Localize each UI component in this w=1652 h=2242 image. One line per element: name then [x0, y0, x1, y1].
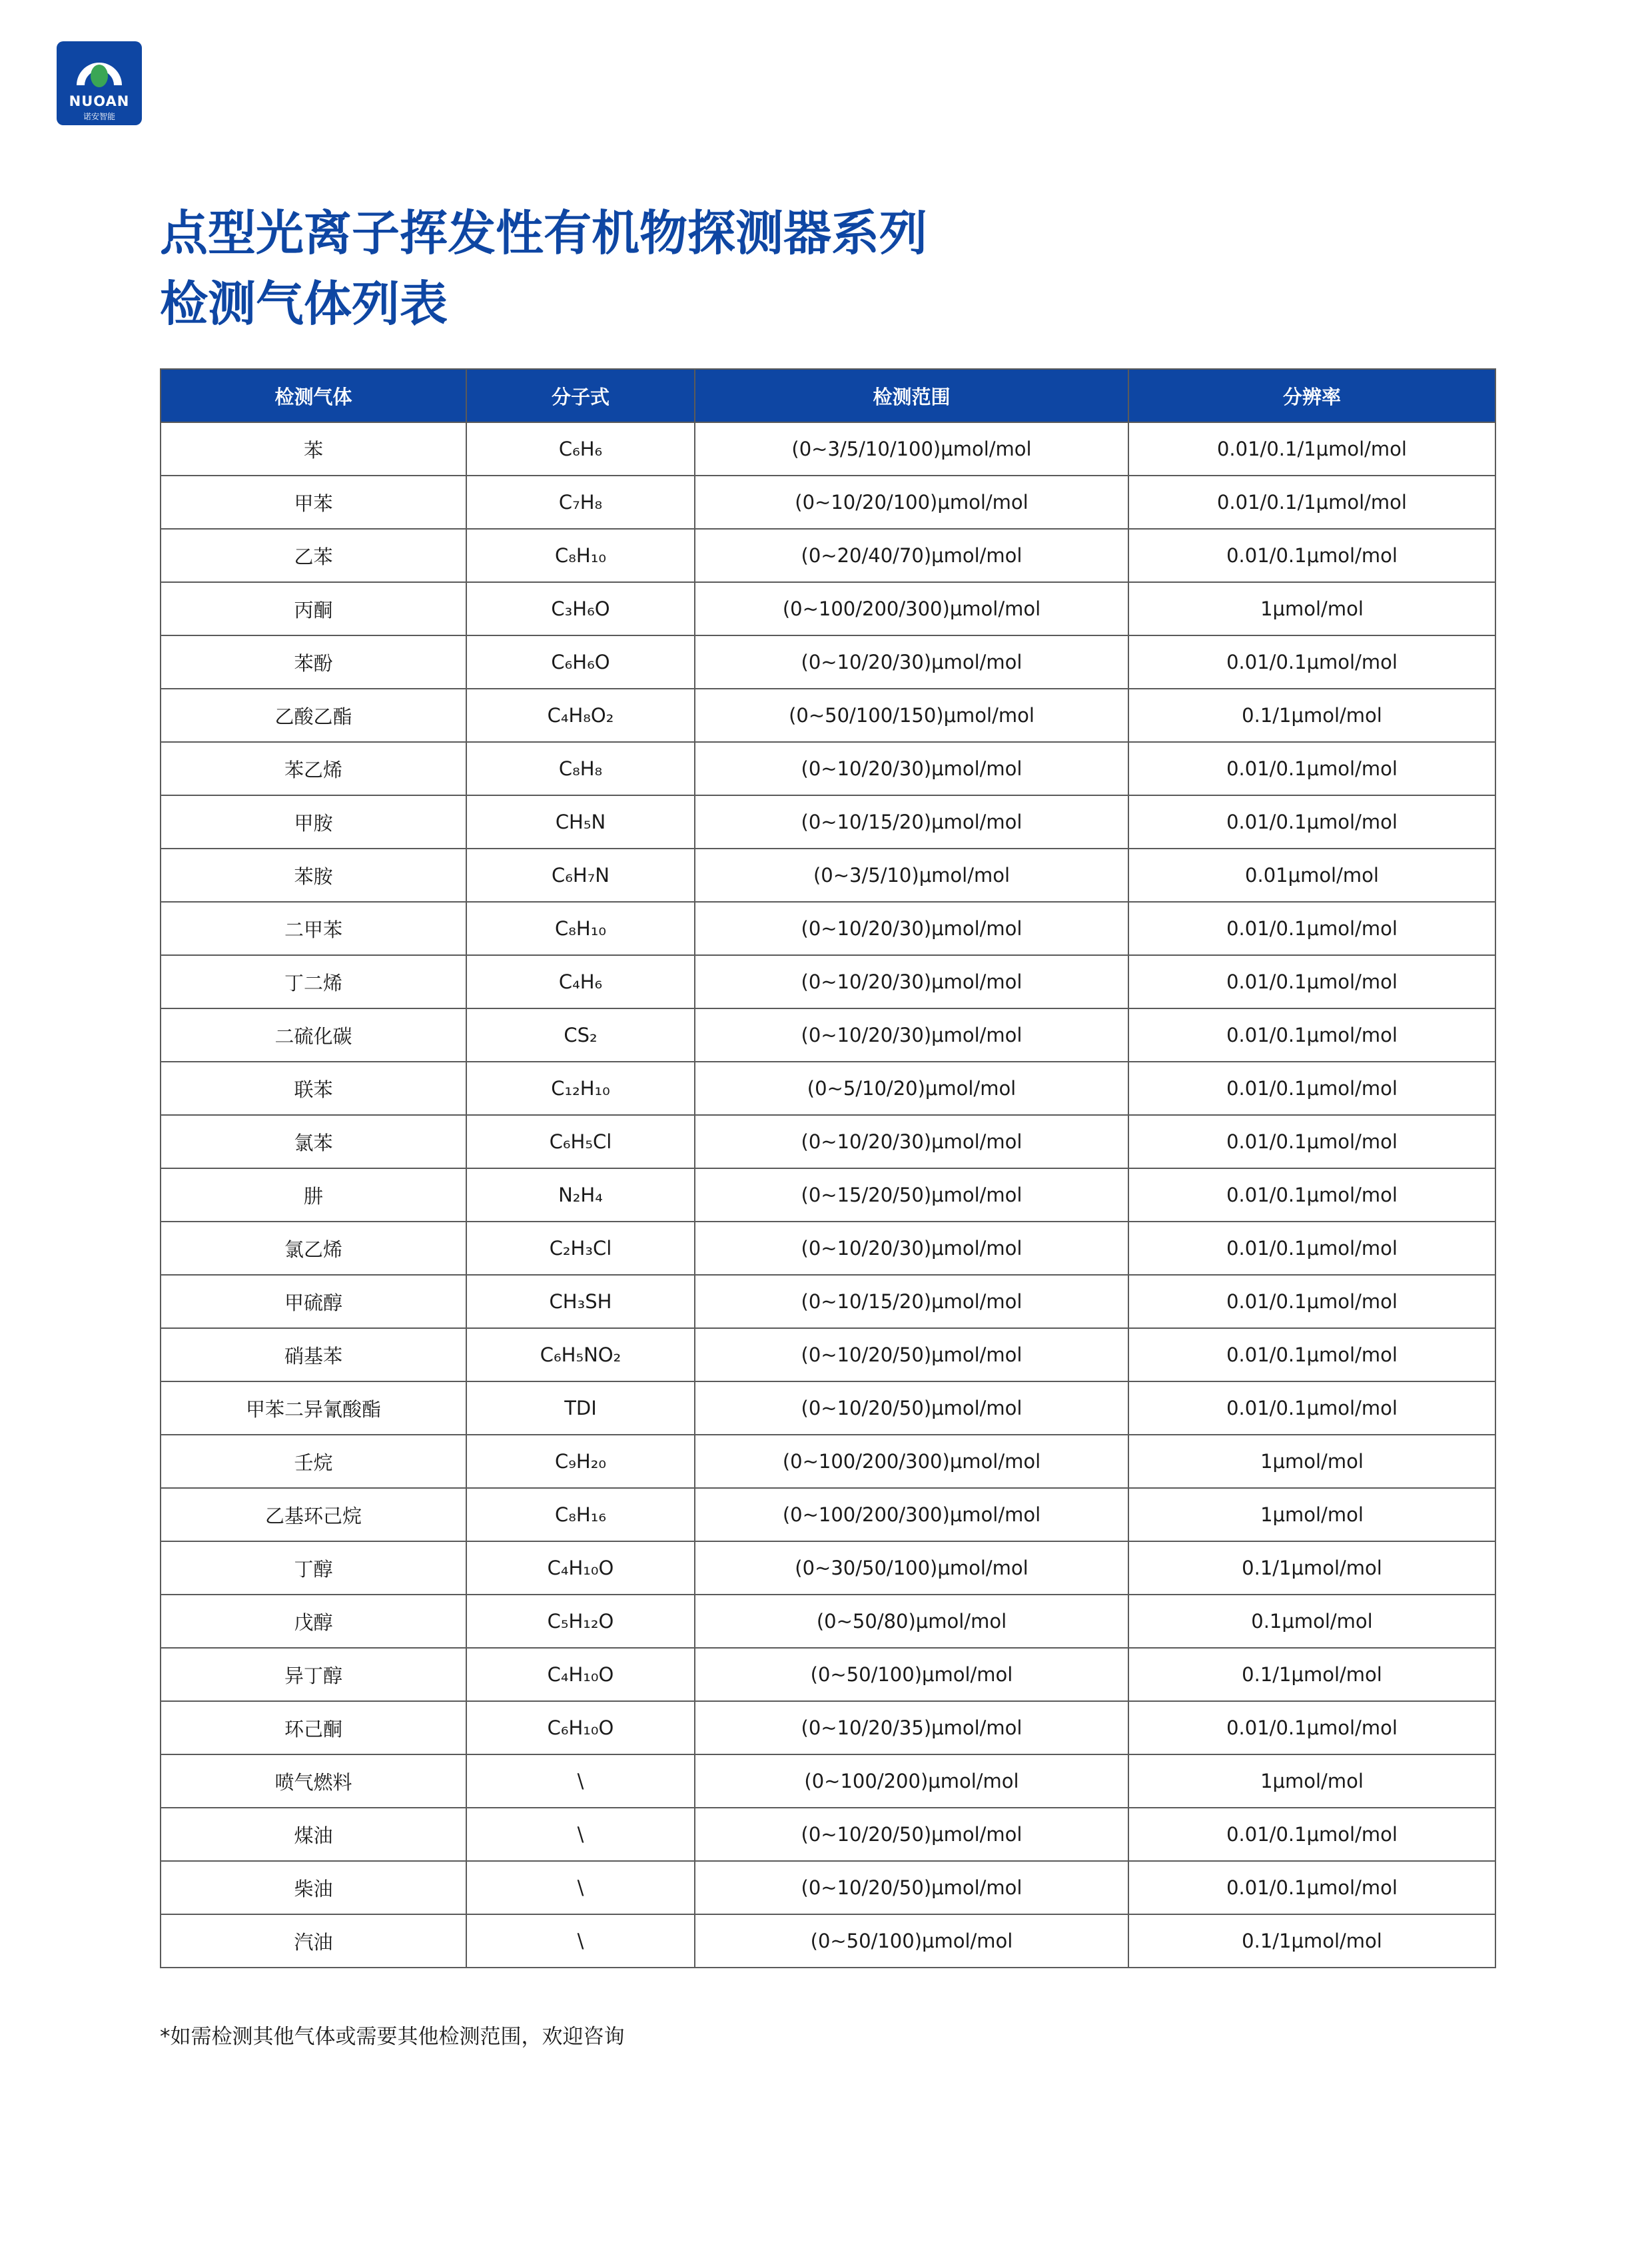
resolution-cell: 0.1μmol/mol [1128, 1595, 1495, 1648]
gas-name-cell: 苯胺 [161, 849, 466, 902]
gas-name-cell: 乙酸乙酯 [161, 689, 466, 742]
resolution-cell: 0.01/0.1/1μmol/mol [1128, 476, 1495, 529]
gas-table [160, 368, 1496, 1968]
gas-table-body [161, 422, 1495, 1968]
resolution-cell: 0.01/0.1μmol/mol [1128, 1861, 1495, 1914]
formula-cell: C₈H₁₆ [466, 1488, 695, 1541]
formula-cell: C₆H₇N [466, 849, 695, 902]
resolution-cell: 0.01/0.1μmol/mol [1128, 1701, 1495, 1754]
range-cell: (0~100/200/300)μmol/mol [695, 1488, 1128, 1541]
formula-cell: N₂H₄ [466, 1168, 695, 1222]
table-row [161, 1808, 1495, 1861]
table-row [161, 1861, 1495, 1914]
gas-name-cell: 氯乙烯 [161, 1222, 466, 1275]
gas-name-cell: 氯苯 [161, 1115, 466, 1168]
range-cell: (0~10/15/20)μmol/mol [695, 1275, 1128, 1328]
resolution-cell: 0.01/0.1μmol/mol [1128, 1168, 1495, 1222]
table-row [161, 476, 1495, 529]
range-cell: (0~10/20/50)μmol/mol [695, 1328, 1128, 1381]
formula-cell: C₆H₅Cl [466, 1115, 695, 1168]
formula-cell: C₆H₁₀O [466, 1701, 695, 1754]
resolution-cell: 0.01μmol/mol [1128, 849, 1495, 902]
table-row [161, 902, 1495, 955]
formula-cell: C₉H₂₀ [466, 1435, 695, 1488]
formula-cell: C₈H₈ [466, 742, 695, 795]
resolution-cell: 0.1/1μmol/mol [1128, 1914, 1495, 1968]
gas-name-cell: 煤油 [161, 1808, 466, 1861]
range-cell: (0~10/20/30)μmol/mol [695, 742, 1128, 795]
gas-name-cell: 喷气燃料 [161, 1754, 466, 1808]
table-row [161, 635, 1495, 689]
table-row [161, 422, 1495, 476]
resolution-cell: 0.01/0.1μmol/mol [1128, 1275, 1495, 1328]
formula-cell: C₆H₆ [466, 422, 695, 476]
gas-name-cell: 柴油 [161, 1861, 466, 1914]
resolution-cell: 0.01/0.1μmol/mol [1128, 529, 1495, 582]
range-cell: (0~10/20/30)μmol/mol [695, 902, 1128, 955]
footnote: *如需检测其他气体或需要其他检测范围，欢迎咨询 [160, 2025, 625, 2049]
resolution-cell: 0.01/0.1μmol/mol [1128, 742, 1495, 795]
formula-cell: C₇H₈ [466, 476, 695, 529]
logo-name-cn: 诺安智能 [83, 112, 115, 121]
header-resolution: 分辨率 [1128, 369, 1495, 422]
range-cell: (0~50/100)μmol/mol [695, 1648, 1128, 1701]
range-cell: (0~10/20/50)μmol/mol [695, 1808, 1128, 1861]
resolution-cell: 0.01/0.1μmol/mol [1128, 955, 1495, 1008]
gas-name-cell: 苯乙烯 [161, 742, 466, 795]
range-cell: (0~100/200)μmol/mol [695, 1754, 1128, 1808]
formula-cell: C₈H₁₀ [466, 529, 695, 582]
formula-cell: CH₃SH [466, 1275, 695, 1328]
formula-cell: C₄H₁₀O [466, 1541, 695, 1595]
range-cell: (0~50/100/150)μmol/mol [695, 689, 1128, 742]
resolution-cell: 0.01/0.1μmol/mol [1128, 1328, 1495, 1381]
table-row [161, 1168, 1495, 1222]
gas-name-cell: 苯酚 [161, 635, 466, 689]
gas-name-cell: 苯 [161, 422, 466, 476]
range-cell: (0~10/20/30)μmol/mol [695, 1222, 1128, 1275]
gas-name-cell: 乙苯 [161, 529, 466, 582]
header-formula: 分子式 [466, 369, 695, 422]
formula-cell: C₆H₆O [466, 635, 695, 689]
range-cell: (0~10/20/35)μmol/mol [695, 1701, 1128, 1754]
table-row [161, 1435, 1495, 1488]
range-cell: (0~10/20/100)μmol/mol [695, 476, 1128, 529]
resolution-cell: 1μmol/mol [1128, 1435, 1495, 1488]
resolution-cell: 0.01/0.1/1μmol/mol [1128, 422, 1495, 476]
range-cell: (0~10/20/30)μmol/mol [695, 955, 1128, 1008]
range-cell: (0~50/100)μmol/mol [695, 1914, 1128, 1968]
gas-name-cell: 丁醇 [161, 1541, 466, 1595]
range-cell: (0~100/200/300)μmol/mol [695, 582, 1128, 635]
table-row [161, 582, 1495, 635]
gas-name-cell: 甲苯二异氰酸酯 [161, 1381, 466, 1435]
range-cell: (0~10/20/50)μmol/mol [695, 1861, 1128, 1914]
table-row [161, 1488, 1495, 1541]
table-row [161, 1222, 1495, 1275]
gas-name-cell: 二甲苯 [161, 902, 466, 955]
gas-name-cell: 甲硫醇 [161, 1275, 466, 1328]
gas-name-cell: 乙基环己烷 [161, 1488, 466, 1541]
formula-cell: \ [466, 1754, 695, 1808]
table-row [161, 1701, 1495, 1754]
resolution-cell: 0.01/0.1μmol/mol [1128, 1008, 1495, 1062]
table-row [161, 849, 1495, 902]
range-cell: (0~10/20/30)μmol/mol [695, 1008, 1128, 1062]
resolution-cell: 1μmol/mol [1128, 1754, 1495, 1808]
formula-cell: C₄H₆ [466, 955, 695, 1008]
range-cell: (0~20/40/70)μmol/mol [695, 529, 1128, 582]
resolution-cell: 0.1/1μmol/mol [1128, 689, 1495, 742]
formula-cell: TDI [466, 1381, 695, 1435]
table-row [161, 1381, 1495, 1435]
formula-cell: C₂H₃Cl [466, 1222, 695, 1275]
table-row [161, 955, 1495, 1008]
range-cell: (0~50/80)μmol/mol [695, 1595, 1128, 1648]
range-cell: (0~10/20/30)μmol/mol [695, 635, 1128, 689]
table-row [161, 1541, 1495, 1595]
resolution-cell: 0.01/0.1μmol/mol [1128, 902, 1495, 955]
formula-cell: \ [466, 1914, 695, 1968]
formula-cell: \ [466, 1861, 695, 1914]
table-row [161, 1595, 1495, 1648]
table-row [161, 795, 1495, 849]
gas-name-cell: 联苯 [161, 1062, 466, 1115]
range-cell: (0~10/15/20)μmol/mol [695, 795, 1128, 849]
range-cell: (0~3/5/10/100)μmol/mol [695, 422, 1128, 476]
gas-name-cell: 丙酮 [161, 582, 466, 635]
gas-table-header [161, 369, 1495, 422]
page-title-line-1: 点型光离子挥发性有机物探测器系列 [160, 205, 928, 261]
gas-name-cell: 戊醇 [161, 1595, 466, 1648]
resolution-cell: 0.01/0.1μmol/mol [1128, 1222, 1495, 1275]
formula-cell: CS₂ [466, 1008, 695, 1062]
formula-cell: C₃H₆O [466, 582, 695, 635]
gas-name-cell: 壬烷 [161, 1435, 466, 1488]
gas-name-cell: 二硫化碳 [161, 1008, 466, 1062]
table-row [161, 1754, 1495, 1808]
range-cell: (0~100/200/300)μmol/mol [695, 1435, 1128, 1488]
range-cell: (0~3/5/10)μmol/mol [695, 849, 1128, 902]
formula-cell: \ [466, 1808, 695, 1861]
formula-cell: C₈H₁₀ [466, 902, 695, 955]
resolution-cell: 0.01/0.1μmol/mol [1128, 1808, 1495, 1861]
logo-name-en: NUOAN [69, 93, 130, 109]
resolution-cell: 1μmol/mol [1128, 582, 1495, 635]
gas-name-cell: 硝基苯 [161, 1328, 466, 1381]
table-row [161, 1275, 1495, 1328]
table-row [161, 742, 1495, 795]
table-row [161, 1008, 1495, 1062]
header-row [161, 369, 1495, 422]
resolution-cell: 0.01/0.1μmol/mol [1128, 795, 1495, 849]
header-gas: 检测气体 [161, 369, 466, 422]
range-cell: (0~10/20/50)μmol/mol [695, 1381, 1128, 1435]
range-cell: (0~30/50/100)μmol/mol [695, 1541, 1128, 1595]
table-row [161, 1062, 1495, 1115]
gas-name-cell: 汽油 [161, 1914, 466, 1968]
gas-name-cell: 异丁醇 [161, 1648, 466, 1701]
table-row [161, 1115, 1495, 1168]
formula-cell: C₅H₁₂O [466, 1595, 695, 1648]
table-row [161, 1914, 1495, 1968]
formula-cell: C₄H₈O₂ [466, 689, 695, 742]
resolution-cell: 0.01/0.1μmol/mol [1128, 1062, 1495, 1115]
formula-cell: C₄H₁₀O [466, 1648, 695, 1701]
gas-name-cell: 甲苯 [161, 476, 466, 529]
formula-cell: C₆H₅NO₂ [466, 1328, 695, 1381]
formula-cell: C₁₂H₁₀ [466, 1062, 695, 1115]
gas-name-cell: 肼 [161, 1168, 466, 1222]
range-cell: (0~5/10/20)μmol/mol [695, 1062, 1128, 1115]
table-row [161, 1328, 1495, 1381]
gas-name-cell: 丁二烯 [161, 955, 466, 1008]
brand-logo [57, 41, 142, 125]
resolution-cell: 0.1/1μmol/mol [1128, 1541, 1495, 1595]
formula-cell: CH₅N [466, 795, 695, 849]
table-row [161, 1648, 1495, 1701]
resolution-cell: 0.01/0.1μmol/mol [1128, 635, 1495, 689]
gas-name-cell: 环己酮 [161, 1701, 466, 1754]
table-row [161, 529, 1495, 582]
resolution-cell: 0.01/0.1μmol/mol [1128, 1381, 1495, 1435]
resolution-cell: 0.1/1μmol/mol [1128, 1648, 1495, 1701]
table-row [161, 689, 1495, 742]
resolution-cell: 1μmol/mol [1128, 1488, 1495, 1541]
header-range: 检测范围 [695, 369, 1128, 422]
range-cell: (0~10/20/30)μmol/mol [695, 1115, 1128, 1168]
resolution-cell: 0.01/0.1μmol/mol [1128, 1115, 1495, 1168]
gas-name-cell: 甲胺 [161, 795, 466, 849]
page-title-line-2: 检测气体列表 [160, 276, 448, 332]
range-cell: (0~15/20/50)μmol/mol [695, 1168, 1128, 1222]
